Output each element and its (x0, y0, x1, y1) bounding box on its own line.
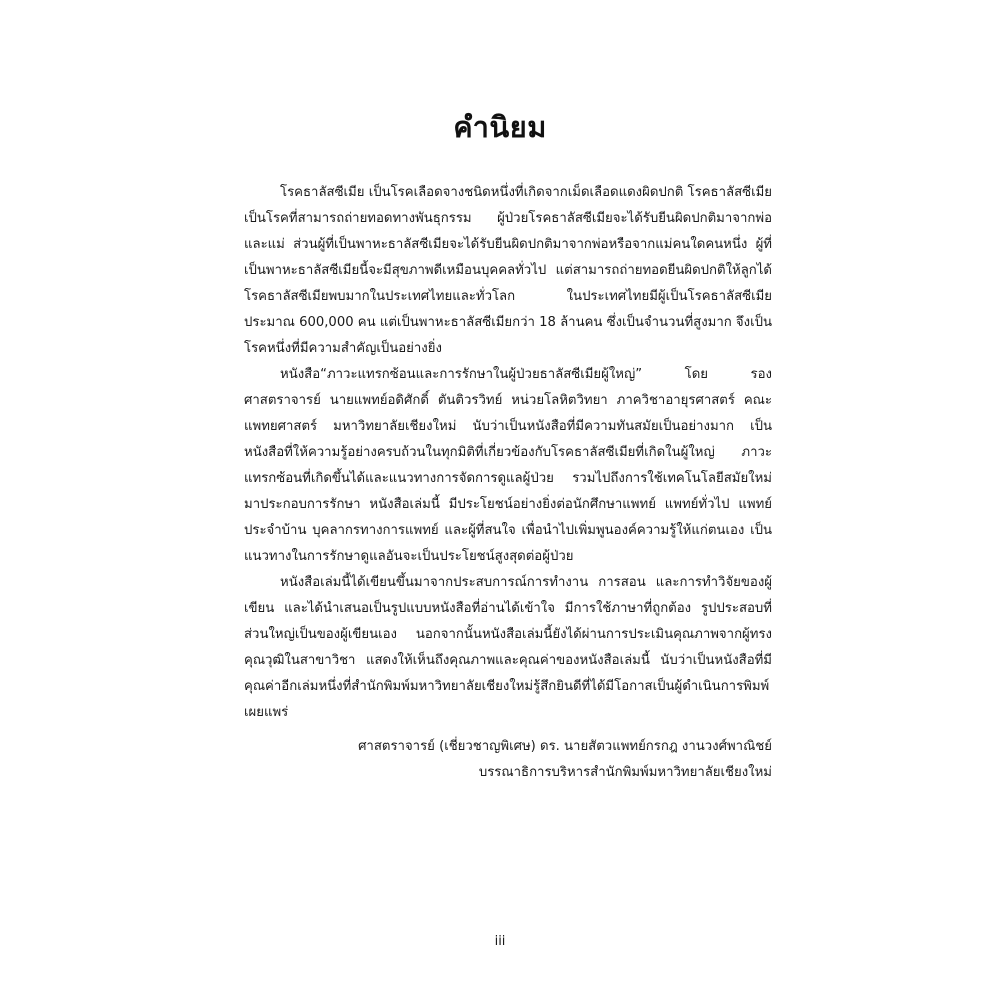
signatory-position: บรรณาธิการบริหารสำนักพิมพ์มหาวิทยาลัยเชียงใหม่ (478, 765, 772, 780)
page-number: iii (494, 934, 506, 949)
paragraph: หนังสือ“ภาวะแทรกซ้อนและการรักษาในผู้ป่วยธาลัสซีเมียผู้ใหญ่” โดย รองศาสตราจารย์ นายแพทย์อดิศักดิ์ ตันติวรวิทย์ หน่วยโลหิตวิทยา ภาควิชาอายุรศาสตร์ คณะแพทยศาสตร์ มหาวิทยาลัยเชียงใหม่ นับว่าเป็นหนังสือที่มีความทันสมัยเป็นอย่างมาก เป็นหนังสือที่ให้ความรู้อย่างครบถ้วนในทุกมิติที่เกี่ยวข้องกับโรคธาลัสซีเมียที่เกิดในผู้ใหญ่ ภาวะแทรกซ้อนที่เกิดขึ้นได้และแนวทางการจัดการดูแลผู้ป่วย รวมไปถึงการใช้เทคโนโลยีสมัยใหม่มาประกอบการรักษา หนังสือเล่มนี้ มีประโยชน์อย่างยิ่งต่อนักศึกษาแพทย์ แพทย์ทั่วไป แพทย์ประจำบ้าน บุคลากรทางการแพทย์ และผู้ที่สนใจ เพื่อนำไปเพิ่มพูนองค์ความรู้ให้แก่ตนเอง เป็นแนวทางในการรักษาดูแลอันจะเป็นประโยชน์สูงสุดต่อผู้ป่วย (244, 367, 772, 564)
paragraph: โรคธาลัสซีเมีย เป็นโรคเลือดจางชนิดหนึ่งที่เกิดจากเม็ดเลือดแดงผิดปกติ โรคธาลัสซีเมียเป็นโรคที่สามารถถ่ายทอดทางพันธุกรรม ผู้ป่วยโรคธาลัสซีเมียจะได้รับยีนผิดปกติมาจากพ่อและแม่ ส่วนผู้ที่เป็นพาหะธาลัสซีเมียจะได้รับยีนผิดปกติมาจากพ่อหรือจากแม่คนใดคนหนึ่ง ผู้ที่เป็นพาหะธาลัสซีเมียนี้จะมีสุขภาพดีเหมือนบุคคลทั่วไป แต่สามารถถ่ายทอดยีนผิดปกติให้ลูกได้ โรคธาลัสซีเมียพบมากในประเทศไทยและทั่วโลก ในประเทศไทยมีผู้เป็นโรคธาลัสซีเมีย ประมาณ 600,000 คน แต่เป็นพาหะธาลัสซีเมียกว่า 18 ล้านคน ซึ่งเป็นจำนวนที่สูงมาก จึงเป็นโรคหนึ่งที่มีความสำคัญเป็นอย่างยิ่ง (244, 185, 772, 356)
foreword-body (244, 180, 772, 726)
page-title: คำนิยม (453, 110, 547, 144)
signatory-name: ศาสตราจารย์ (เชี่ยวชาญพิเศษ) ดร. นายสัตวแพทย์กรกฎ งานวงศ์พาณิชย์ (358, 739, 772, 754)
paragraph: หนังสือเล่มนี้ได้เขียนขึ้นมาจากประสบการณ์การทำงาน การสอน และการทำวิจัยของผู้เขียน และได้นำเสนอเป็นรูปแบบหนังสือที่อ่านได้เข้าใจ มีการใช้ภาษาที่ถูกต้อง รูปประสอบที่ส่วนใหญ่เป็นของผู้เขียนเอง นอกจากนั้นหนังสือเล่มนี้ยังได้ผ่านการประเมินคุณภาพจากผู้ทรงคุณวุฒิในสาขาวิชา แสดงให้เห็นถึงคุณภาพและคุณค่าของหนังสือเล่มนี้ นับว่าเป็นหนังสือที่มีคุณค่าอีกเล่มหนึ่งที่สำนักพิมพ์มหาวิทยาลัยเชียงใหม่รู้สึกยินดีที่ได้มีโอกาสเป็นผู้ดำเนินการพิมพ์เผยแพร่ (244, 575, 772, 720)
signature-block (244, 734, 772, 786)
